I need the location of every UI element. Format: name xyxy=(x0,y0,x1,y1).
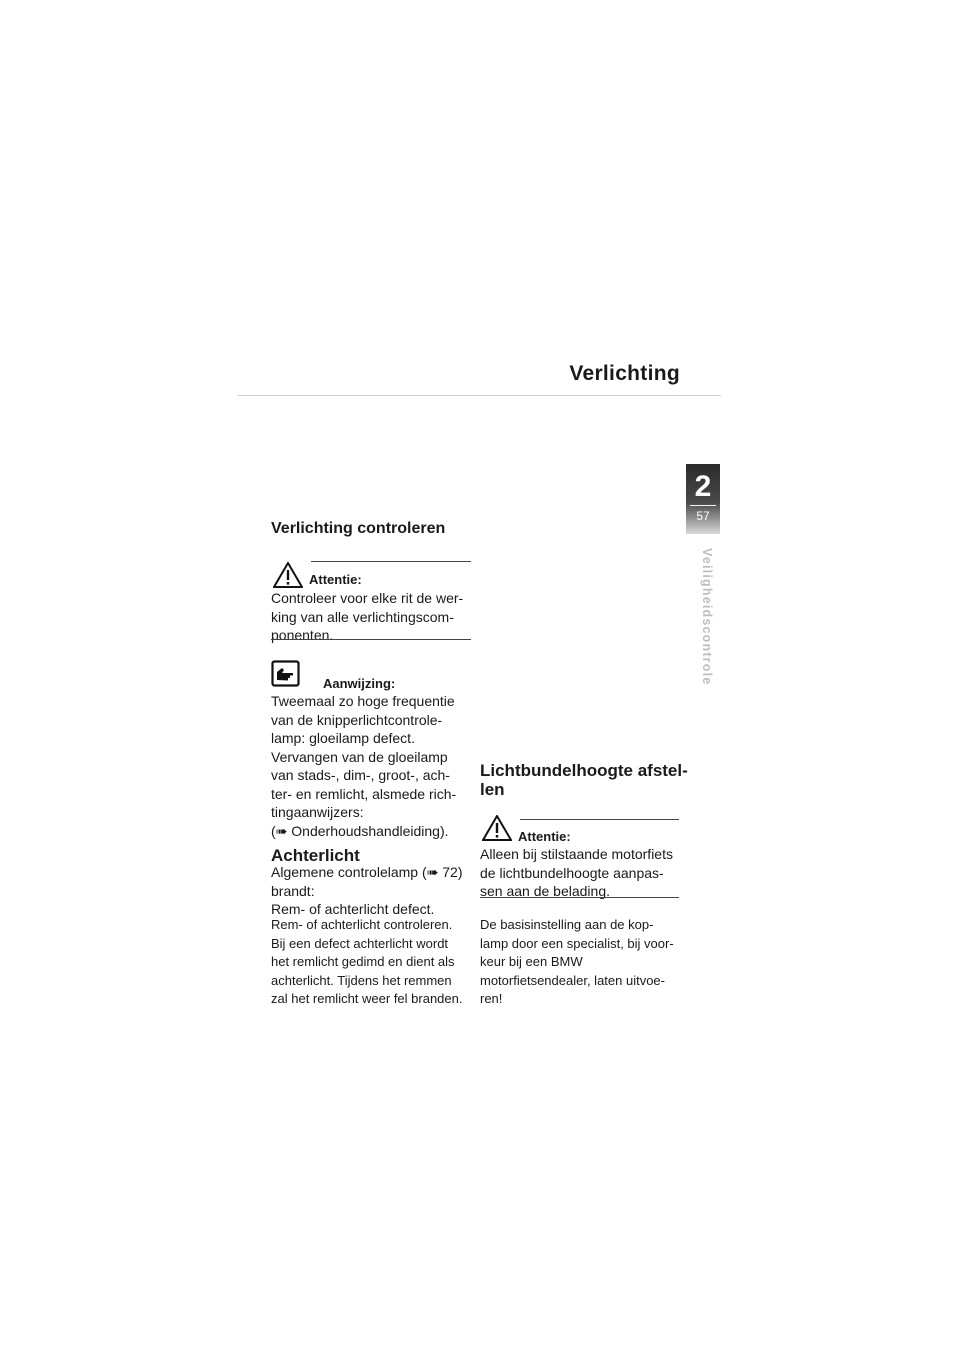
text-line: achterlicht. Tijdens het remmen xyxy=(271,972,452,988)
text-line: ponenten. xyxy=(271,627,334,643)
text-line: van de knipperlichtcontrole- xyxy=(271,711,443,728)
text-line: Tweemaal zo hoge frequentie xyxy=(271,693,455,709)
text-line: van stads-, dim-, groot-, ach- xyxy=(271,767,450,783)
attention-top-rule xyxy=(311,561,471,562)
heading-line: Lichtbundelhoogte afstel- xyxy=(480,761,688,780)
text-line: lamp door een specialist, bij voor- xyxy=(480,935,674,951)
text-line: het remlicht gedimd en dient als xyxy=(271,954,455,969)
page-number: 57 xyxy=(696,509,710,523)
note-text xyxy=(271,692,476,840)
text-line: ter- en remlicht, alsmede rich- xyxy=(271,785,457,802)
text-line: tingaanwijzers: xyxy=(271,804,364,820)
warning-triangle-icon xyxy=(482,815,512,841)
attention-label: Attentie: xyxy=(309,572,362,587)
attention-text xyxy=(271,589,476,645)
text-line: Rem- of achterlicht controleren. xyxy=(271,917,453,932)
attention-text xyxy=(480,845,690,901)
pointing-hand-note-icon xyxy=(271,660,301,688)
text-line: de lichtbundelhoogte aanpas- xyxy=(480,864,664,881)
page-title: Verlichting xyxy=(569,362,680,385)
heading-line: len xyxy=(480,780,505,799)
text-line: De basisinstelling aan de kop- xyxy=(480,917,654,932)
text-line: keur bij een BMW xyxy=(480,954,583,969)
text-line: Vervangen van de gloeilamp xyxy=(271,748,448,765)
text-line: (➠ Onderhoudshandleiding). xyxy=(271,822,449,839)
text-line: sen aan de belading. xyxy=(480,883,610,899)
text-line: brandt: xyxy=(271,882,315,899)
section-heading-beam-height xyxy=(480,761,690,799)
text-line: Rem- of achterlicht defect. xyxy=(271,901,435,917)
text-line: Bij een defect achterlicht wordt xyxy=(271,935,449,951)
tail-light-text xyxy=(271,863,476,919)
attention-label: Attentie: xyxy=(518,829,571,844)
tail-light-detail xyxy=(271,916,476,1009)
text-line: Controleer voor elke rit de wer- xyxy=(271,590,464,606)
chapter-side-label: Veiligheidscontrole xyxy=(700,548,714,686)
section-heading-tail-light: Achterlicht xyxy=(271,846,360,865)
text-line: motorfietsendealer, laten uitvoe- xyxy=(480,972,665,988)
note-label: Aanwijzing: xyxy=(323,676,396,691)
text-line: Algemene controlelamp (➠ 72) xyxy=(271,864,463,880)
text-line: king van alle verlichtingscom- xyxy=(271,608,454,625)
warning-triangle-icon xyxy=(273,562,303,588)
attention-bottom-rule xyxy=(271,639,471,640)
title-divider xyxy=(238,395,721,396)
attention-top-rule xyxy=(520,819,679,820)
chapter-tab-divider xyxy=(690,505,716,506)
text-line: ren! xyxy=(480,991,503,1006)
text-line: zal het remlicht weer fel branden. xyxy=(271,991,463,1006)
text-line: Alleen bij stilstaande motorfiets xyxy=(480,846,673,862)
attention-bottom-rule xyxy=(480,897,679,898)
basic-setting-text xyxy=(480,916,690,1009)
text-line: lamp: gloeilamp defect. xyxy=(271,730,415,746)
chapter-number: 2 xyxy=(694,470,712,503)
section-heading-check-lights: Verlichting controleren xyxy=(271,520,446,537)
